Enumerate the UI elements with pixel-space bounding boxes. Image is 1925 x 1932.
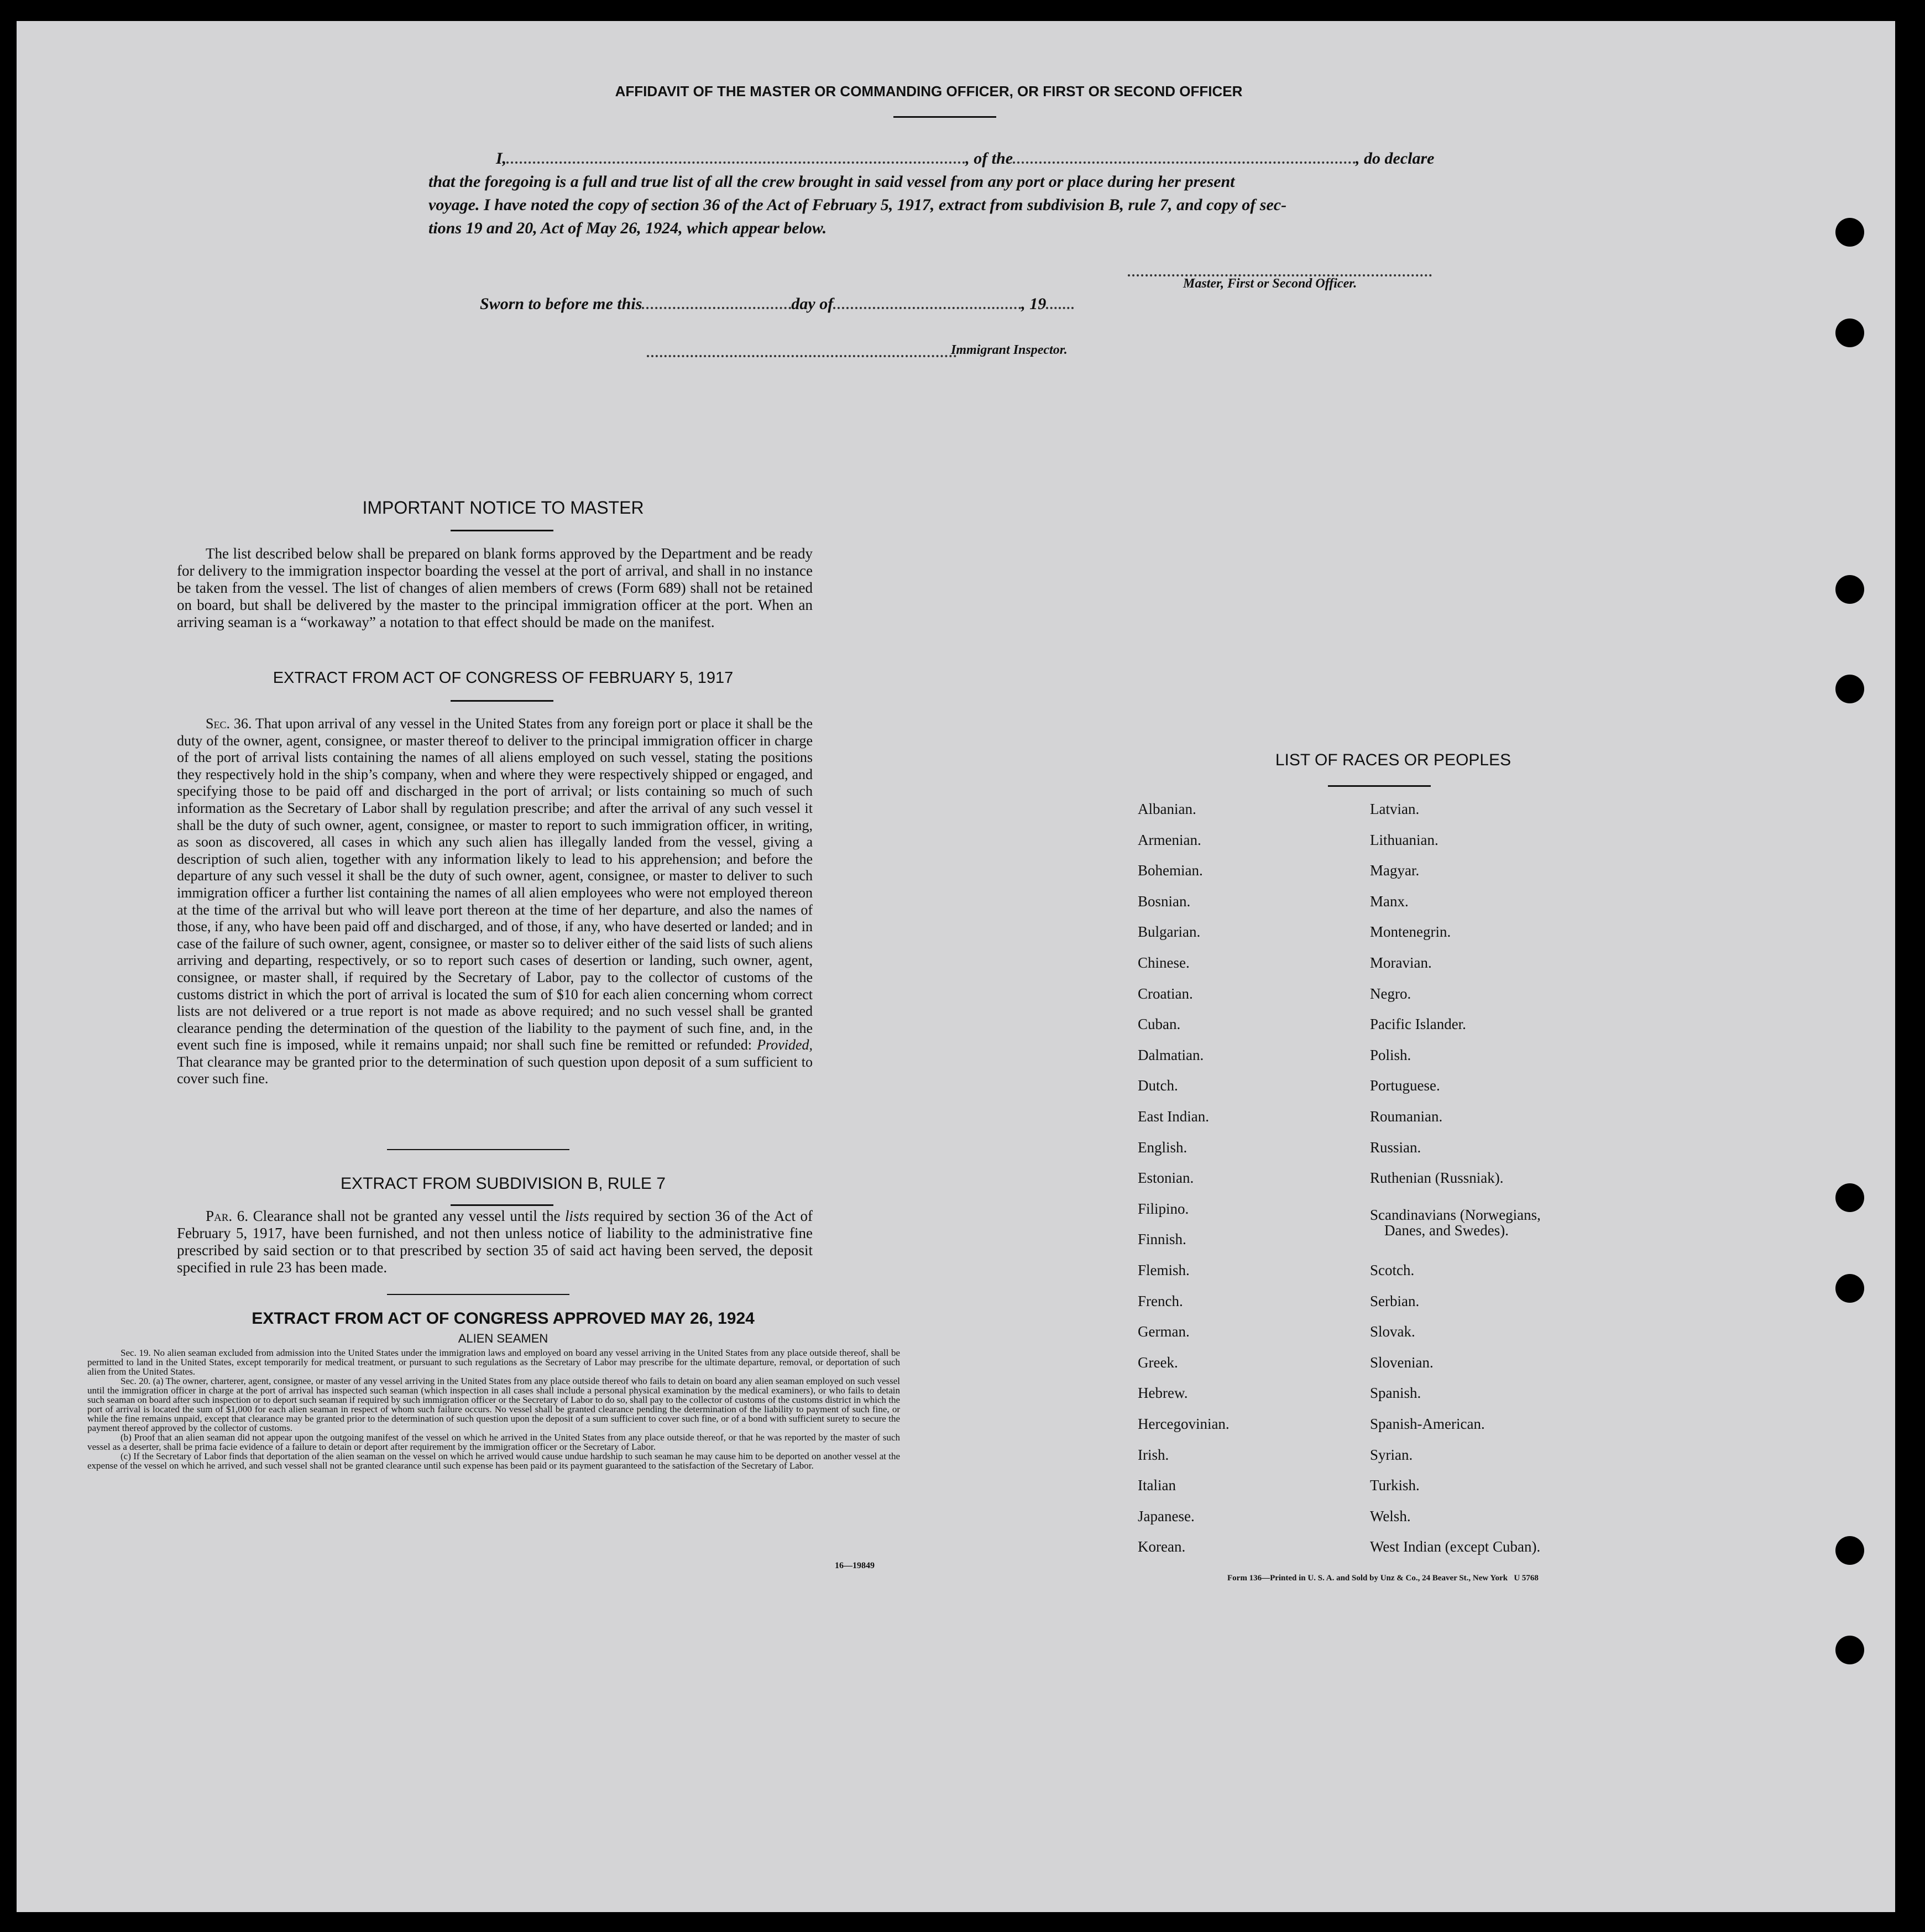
- race-item: Greek.: [1138, 1354, 1178, 1371]
- declarant-name-field[interactable]: [506, 152, 965, 164]
- section-19: Sec. 19. No alien seaman excluded from admission into the United States under the immigration laws and employed on board any vessel arriving in the United States from any place outside thereof, shall be permitted to land in the United States, except temporarily for medical treatment, or pursuant to such regulations as the Secretary of Labor may prescribe for the ultimate departure, removal, or deportation of such alien from the United States.: [87, 1348, 900, 1377]
- provided-text: That clearance may be granted prior to the determination of such question upon deposit of a sum sufficient to cover such fine.: [177, 1053, 813, 1087]
- race-item: Irish.: [1138, 1446, 1169, 1463]
- sworn-year-field[interactable]: [1046, 297, 1074, 309]
- lists-word: lists: [565, 1208, 589, 1224]
- master-signature-label: Master, First or Second Officer.: [1183, 276, 1357, 291]
- race-item: Moravian.: [1370, 954, 1432, 971]
- race-item: Bohemian.: [1138, 862, 1203, 879]
- race-item: English.: [1138, 1139, 1188, 1156]
- extract-1917-title: EXTRACT FROM ACT OF CONGRESS OF FEBRUARY 5, 1917: [273, 669, 734, 687]
- races-rule: [1328, 785, 1431, 787]
- binder-hole: [1835, 218, 1864, 247]
- race-item: Magyar.: [1370, 862, 1420, 879]
- race-item: Flemish.: [1138, 1262, 1190, 1278]
- race-item: Polish.: [1370, 1046, 1411, 1063]
- declarant-prefix: I,: [496, 149, 507, 168]
- inspector-signature-line[interactable]: [647, 351, 956, 357]
- section-36-label: Sec. 36.: [206, 716, 252, 732]
- race-item: Roumanian.: [1370, 1108, 1443, 1125]
- binder-hole: [1835, 1636, 1864, 1664]
- race-item: Estonian.: [1138, 1169, 1194, 1187]
- race-item: Hercegovinian.: [1138, 1416, 1230, 1432]
- sworn-day-label: day of: [791, 295, 834, 313]
- race-item: Hebrew.: [1138, 1385, 1188, 1402]
- affidavit-line: voyage. I have noted the copy of section 36 of the Act of February 5, 1917, extract from subdivision B, rule 7, and copy of sec-: [428, 196, 1287, 214]
- race-item: Syrian.: [1370, 1446, 1413, 1463]
- race-item: Albanian.: [1138, 801, 1196, 817]
- race-item: Pacific Islander.: [1370, 1016, 1466, 1033]
- race-item: French.: [1138, 1292, 1183, 1309]
- master-signature-line[interactable]: [1128, 270, 1432, 276]
- race-item: Croatian.: [1138, 985, 1193, 1002]
- extract-1917-rule: [451, 700, 553, 702]
- vessel-name-field[interactable]: [1013, 152, 1356, 164]
- notice-rule: [451, 530, 553, 531]
- race-item: Japanese.: [1138, 1507, 1195, 1524]
- race-item: Ruthenian (Russniak).: [1370, 1169, 1504, 1187]
- rule7-rule: [451, 1204, 553, 1206]
- race-item: Lithuanian.: [1370, 831, 1438, 848]
- race-item: Montenegrin.: [1370, 923, 1451, 941]
- race-item: East Indian.: [1138, 1108, 1209, 1125]
- race-item: Latvian.: [1370, 801, 1420, 817]
- race-item: Negro.: [1370, 985, 1411, 1002]
- sworn-line: [480, 295, 1199, 314]
- race-item: Danes, and Swedes).: [1384, 1222, 1509, 1239]
- race-item: Bosnian.: [1138, 892, 1191, 910]
- race-item: Scandinavians (Norwegians,: [1370, 1207, 1541, 1223]
- affidavit-line: tions 19 and 20, Act of May 26, 1924, which appear below.: [428, 219, 827, 237]
- race-item: Bulgarian.: [1138, 923, 1201, 941]
- binder-hole: [1835, 318, 1864, 347]
- notice-text: [177, 545, 813, 631]
- sworn-month-field[interactable]: [833, 297, 1021, 309]
- binder-hole: [1835, 1183, 1864, 1212]
- race-item: Slovenian.: [1370, 1354, 1434, 1371]
- race-item: Serbian.: [1370, 1292, 1420, 1309]
- race-item: Scotch.: [1370, 1262, 1415, 1278]
- race-item: Turkish.: [1370, 1477, 1420, 1494]
- section-36-text: That upon arrival of any vessel in the United States from any foreign port or place it shall be the duty of the owner, agent, consignee, or master thereof to deliver to the principal immigration officer in charge of the port of arrival lists containing the names of all aliens employed on such vessel, stating the positions they respectively hold in the ship’s company, when and where they were respectively shipped or engaged, and specifying those to be paid off and discharged in the port of arrival; or lists containing so much of such information as the Secretary of Labor shall by regulation prescribe; and after the arrival of any such vessel it shall be the duty of such owner, agent, consignee, or master to report to such immigration officer, in writing, as soon as discovered, all cases in which any such alien has illegally landed from the vessel, giving a description of such alien, together with any information likely to lead to his apprehension; and before the departure of any such vessel it shall be the duty of such owner, agent, consignee, or master to deliver to such immigration officer a further list containing the names of all alien employees who were not employed thereon at the time of the arrival but who will leave port thereon at the time of her departure, and also the names of those, if any, who have been paid off and discharged, and of those, if any, who have deserted or landed; and in case of the failure of such owner, agent, consignee, or master so to deliver either of the said lists of such aliens arriving and departing, respectively, or so to report such cases of desertion or landing, such owner, agent, consignee, or master shall, if required by the Secretary of Labor, pay to the collector of customs of the customs district in which the port of arrival is located the sum of $10 for each alien concerning whom correct lists are not delivered or a true report is not made as above required; and no such vessel shall be granted clearance pending the determination of the question of the liability to the payment of such fine, and, in the event such fine is imposed, while it remains unpaid; nor shall such fine be remitted or refunded:: [177, 716, 813, 1053]
- alien-seamen-subtitle: ALIEN SEAMEN: [458, 1331, 548, 1345]
- provided-label: Provided,: [757, 1037, 813, 1053]
- rule7-title: EXTRACT FROM SUBDIVISION B, RULE 7: [341, 1174, 666, 1193]
- notice-paragraph: The list described below shall be prepared on blank forms approved by the Department and be ready for delivery to the immigration inspector boarding the vessel at the port of arrival, and shall in no instance be taken from the vessel. The list of changes of alien members of crews (Form 689) shall not be retained on board, but shall be delivered by the master to the principal immigration officer at the port. When an arriving seaman is a “workaway” a notation to that effect should be made on the manifest.: [177, 545, 813, 630]
- extract-1924-title: EXTRACT FROM ACT OF CONGRESS APPROVED MAY 26, 1924: [252, 1309, 755, 1328]
- race-item: Korean.: [1138, 1538, 1186, 1555]
- par6-label: Par. 6.: [206, 1208, 248, 1224]
- race-item: Chinese.: [1138, 954, 1190, 971]
- declare-suffix: , do declare: [1356, 149, 1435, 168]
- race-item: Manx.: [1370, 892, 1409, 910]
- sworn-prefix: Sworn to before me this: [480, 295, 642, 313]
- race-item: Dalmatian.: [1138, 1046, 1204, 1063]
- races-title: LIST OF RACES OR PEOPLES: [1275, 751, 1511, 769]
- binder-hole: [1835, 675, 1864, 703]
- inspector-label: Immigrant Inspector.: [951, 343, 1068, 357]
- binder-hole: [1835, 1274, 1864, 1303]
- extract-1924-top-rule: [387, 1294, 569, 1295]
- race-item: Welsh.: [1370, 1507, 1411, 1524]
- section-20b: (b) Proof that an alien seaman did not appear upon the outgoing manifest of the vessel on which he arrived in the United States from any place outside thereof, or that he was reported by the master of such vessel as a deserter, shall be prima facie evidence of a failure to detain or deport after requirement by the immigration officer or the Secretary of Labor.: [87, 1432, 900, 1452]
- race-item: Russian.: [1370, 1139, 1421, 1156]
- race-item: Cuban.: [1138, 1016, 1181, 1033]
- race-item: Filipino.: [1138, 1200, 1189, 1217]
- rule7-top-rule: [387, 1149, 569, 1150]
- races-column-1: [1138, 801, 1359, 1586]
- vessel-prefix: , of the: [965, 149, 1013, 168]
- title-rule: [893, 116, 996, 118]
- affidavit-title: AFFIDAVIT OF THE MASTER OR COMMANDING OFFICER, OR FIRST OR SECOND OFFICER: [615, 83, 1243, 100]
- affidavit-line: that the foregoing is a full and true list of all the crew brought in said vessel from any port or place during her present: [428, 173, 1235, 191]
- race-item: Dutch.: [1138, 1077, 1178, 1094]
- rule7-text-a: Clearance shall not be granted any vessel until the: [253, 1208, 561, 1224]
- races-column-2: [1370, 801, 1657, 1586]
- binder-hole: [1835, 575, 1864, 604]
- race-item: Spanish-American.: [1370, 1416, 1485, 1432]
- race-item: Slovak.: [1370, 1323, 1415, 1340]
- sworn-year-label: , 19: [1021, 295, 1047, 313]
- race-item: Italian: [1138, 1477, 1176, 1494]
- race-item: Finnish.: [1138, 1231, 1186, 1248]
- race-item: Armenian.: [1138, 831, 1201, 848]
- race-item: German.: [1138, 1323, 1190, 1340]
- race-item: West Indian (except Cuban).: [1370, 1538, 1541, 1555]
- rule7-text: [177, 1208, 813, 1276]
- rule7-text-b: required by section 36 of the Act of February 5, 1917, have been furnished, and not then unless notice of liability to the administrative fine prescribed by said section or to that prescribed by section 35 of said act having been served, the deposit specified in rule 23 has been made.: [177, 1208, 813, 1276]
- race-item: Portuguese.: [1370, 1077, 1440, 1094]
- race-item: Spanish.: [1370, 1385, 1421, 1402]
- notice-title: IMPORTANT NOTICE TO MASTER: [362, 498, 644, 518]
- section-20c: (c) If the Secretary of Labor finds that deportation of the alien seaman on the vessel on which he arrived would cause undue hardship to such seaman he may cause him to be deported on another vessel at the expense of the vessel on which he arrived, and such vessel shall not be granted clearance until such expense has been paid or its payment guaranteed to the satisfaction of the Secretary of Labor.: [87, 1451, 900, 1471]
- extract-1917-text: [177, 716, 813, 1088]
- binder-hole: [1835, 1536, 1864, 1565]
- extract-1924-text: [87, 1348, 900, 1470]
- document-code: 16—19849: [835, 1561, 875, 1570]
- printer-footer: Form 136—Printed in U. S. A. and Sold by Unz & Co., 24 Beaver St., New York U 5768: [1227, 1574, 1539, 1583]
- affidavit-statement: [428, 147, 1479, 240]
- section-20a: Sec. 20. (a) The owner, charterer, agent, consignee, or master of any vessel arriving in the United States from any place outside thereof who fails to detain on board any alien seaman employed on such vessel until the immigration officer in charge at the port of arrival has inspected such seaman (which inspection in all cases shall include a personal physical examination by the medical examiners), or who fails to detain such seaman on board after such inspection or to deport such seaman if required by such immigration officer or the Secretary of Labor to do so, shall pay to the collector of customs of the customs district in which the port of arrival is located the sum of $1,000 for each alien seaman in respect of whom such failure occurs. No vessel shall be granted clearance pending the determination of the liability to payment of such fine, or while the fine remains unpaid, except that clearance may be granted prior to the determination of such question upon the deposit of a sum sufficient to cover such fine, or of a bond with sufficient surety to secure the payment thereof approved by the collector of customs.: [87, 1376, 900, 1433]
- sworn-day-field[interactable]: [642, 297, 791, 309]
- form-page: [17, 21, 1895, 1912]
